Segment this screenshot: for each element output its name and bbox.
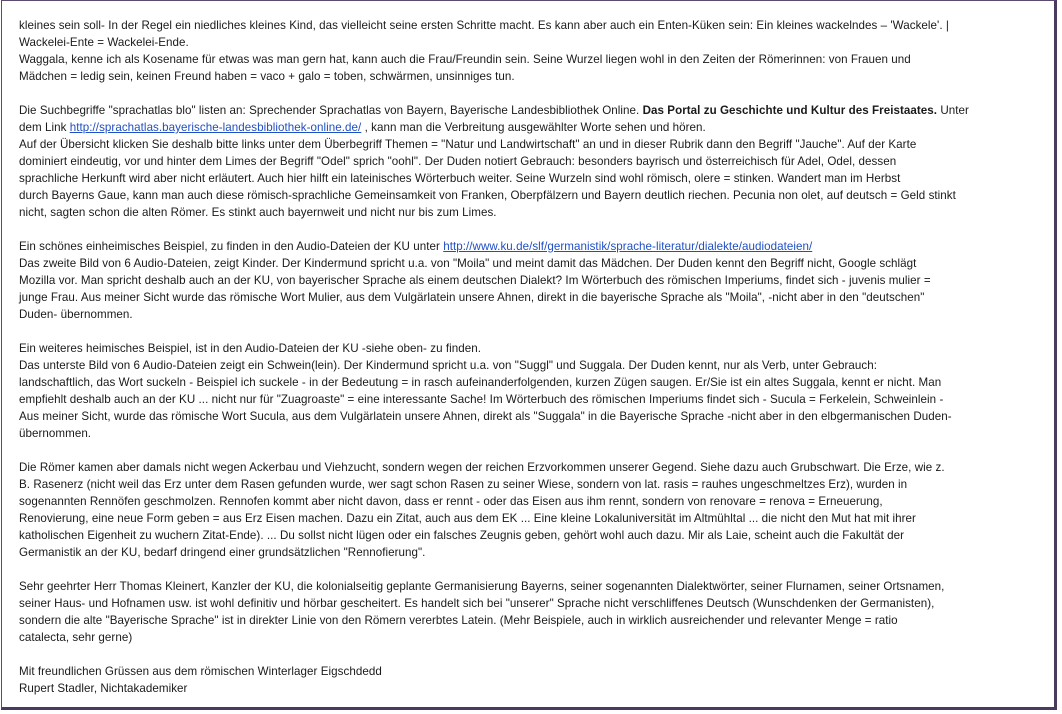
paragraph-roemer-erz [19,459,1049,561]
text-segment: Ein schönes einheimisches Beispiel, zu finden in den Audio-Dateien der KU unter [19,240,444,253]
text-line: Das unterste Bild von 6 Audio-Dateien zeigt ein Schwein(lein). Der Kindermund spricht u.a. von "Suggl" und Suggala. Der Duden kennt, nur als Verb, unter Gebrauch: [19,359,878,372]
text-line: empfiehlt deshalb auch an der KU ... nicht nur für "Zuagroaste" = eine interessante Sache! Im Wörterbuch des römischen Imperiums findet sich - Sucula = Ferkelein, Schweinlein - [19,393,944,406]
text-line [19,238,1049,255]
text-line: Duden- übernommen. [19,308,133,321]
text-line: Sehr geehrter Herr Thomas Kleinert, Kanzler der KU, die kolonialseitig geplante Germanisierung Bayerns, seiner sogenannten Dialektwörter, seiner Flurnamen, seiner Ortsnamen, [19,580,945,593]
paragraph-signature [19,663,1049,697]
text-line: Germanistik an der KU, bedarf dringend einer grundsätzlichen "Rennofierung". [19,546,426,559]
text-line: Aus meiner Sicht, wurde das römische Wort Sucula, aus dem Vulgärlatein unsere Ahnen, direkt als "Suggala" in die Bayerische Sprache -nicht aber in den elbgermanischen Duden- [19,410,952,423]
sprachatlas-link[interactable]: http://sprachatlas.bayerische-landesbibliothek-online.de/ [69,121,362,134]
text-segment: Die Suchbegriffe "sprachatlas blo" listen an: Sprechender Sprachatlas von Bayern, Bayerische Landesbibliothek Online. [19,104,643,117]
text-line: landschaftlich, das Wort suckeln - Beispiel ich suckele - in der Bedeutung = in rasch aufeinanderfolgenden, kurzen Zügen saugen. Er/Sie ist ein altes Suggala, kennt er nicht. Man [19,376,942,389]
text-line: kleines sein soll- In der Regel ein niedliches kleines Kind, das vielleicht seine ersten Schritte macht. Es kann aber auch ein Enten-Küken sein: Ein kleines wackelndes – 'Wackele'. | [19,19,949,32]
text-segment: dem Link [19,121,70,134]
text-line: katholischen Eigenheit zu wuchern Zitat-Ende). ... Du sollst nicht lügen oder ein falsches Zeugnis geben, gehört wohl auch dazu. Mir als Laie, scheint auch die Fakultät der [19,529,905,542]
text-line [19,119,1049,136]
signature-line: Rupert Stadler, Nichtakademiker [19,682,188,695]
text-line: nicht, sagten schon die alten Römer. Es stinkt auch bayernweit und nicht nur bis zum Limes. [19,206,497,219]
text-line: Mädchen = ledig sein, keinen Freund haben = vaco + galo = toben, schwärmen, unsinniges tun. [19,70,515,83]
text-line: junge Frau. Aus meiner Sicht wurde das römische Wort Mulier, aus dem Vulgärlatein unsere Ahnen, direkt in die bayerische Sprache als "Moila", -nicht aber in den "deutschen" [19,291,925,304]
audiodateien-link[interactable]: http://www.ku.de/slf/germanistik/sprache-literatur/dialekte/audiodateien/ [443,240,813,253]
text-line: Die Römer kamen aber damals nicht wegen Ackerbau und Viehzucht, sondern wegen der reichen Erzvorkommen unserer Gegend. Siehe dazu auch Grubschwart. Die Erze, wie z. [19,461,945,474]
document-frame [1,0,1057,710]
text-segment: , kann man die Verbreitung ausgewählter Worte sehen und hören. [361,121,706,134]
text-line: catalecta, sehr gerne) [19,631,133,644]
text-line [19,102,1049,119]
text-line: sprachliche Herkunft wird aber nicht erläutert. Auch hier hilft ein lateinisches Wörterbuch weiter. Seine Wurzeln sind wohl römisch, olere = stinken. Wandert man im Herbst [19,172,901,185]
closing-line: Mit freundlichen Grüssen aus dem römischen Winterlager Eigschdedd [19,665,382,678]
paragraph-wackele [19,17,1049,85]
text-line: Renovierung, eine neue Form geben = aus Erz Eisen machen. Dazu ein Zitat, auch aus dem EK ... Eine kleine Lokaluniversität im Altmühltal ... die nicht den Mut hat mit ihrer [19,512,916,525]
text-line: sogenannten Rennöfen geschmolzen. Rennofen kommt aber nicht davon, dass er rennt - oder das Eisen aus ihm rennt, sondern von renovare = renova = Erneuerung, [19,495,883,508]
text-line: Auf der Übersicht klicken Sie deshalb bitte links unter dem Überbegriff Themen = "Natur und Landwirtschaft" an und in dieser Rubrik dann den Begriff "Jauche". Auf der Karte [19,138,917,151]
text-line: übernommen. [19,427,92,440]
paragraph-moila [19,238,1049,323]
text-line: B. Rasenerz (nicht weil das Erz unter dem Rasen gefunden wurde, wer sagt schon Rasen zu seiner Wiese, sondern von lat. rasis = rauhes ungeschmeltzes Erz), wurden in [19,478,908,491]
text-line: Waggala, kenne ich als Kosename für etwas was man gern hat, kann auch die Frau/Freundin sein. Seine Wurzel liegen wohl in den Zeiten der Römerinnen: von Frauen und [19,53,911,66]
text-line: Ein weiteres heimisches Beispiel, ist in den Audio-Dateien der KU -siehe oben- zu finden. [19,342,482,355]
text-line: dominiert eindeutig, vor und hinter dem Limes der Begriff "Odel" sprich "oohl". Der Duden notiert Gebrauch: besonders bayrisch und österreichisch für Adel, Odel, dessen [19,155,897,168]
portal-title: Das Portal zu Geschichte und Kultur des Freistaates. [642,104,938,117]
paragraph-kanzler [19,578,1049,646]
text-line: Wackelei-Ente = Wackelei-Ende. [19,36,189,49]
text-line: seiner Haus- und Hofnamen usw. ist wohl definitiv und hörbar gescheitert. Es handelt sich bei "unserer" Sprache nicht verschliffenes Deutsch (Wunschdenken der Germanisten), [19,597,935,610]
text-line: Mozilla vor. Man spricht deshalb auch an der KU, von bayerischer Sprache als einem deutschen Dialekt? Im Wörterbuch des römischen Imperiums, findet sich - juvenis mulier = [19,274,931,287]
paragraph-sprachatlas [19,102,1049,221]
text-line: Das zweite Bild von 6 Audio-Dateien, zeigt Kinder. Der Kindermund spricht u.a. von "Moila" und meint damit das Mädchen. Der Duden kennt den Begriff nicht, Google schlägt [19,257,917,270]
paragraph-suggala [19,340,1049,442]
document-body [19,17,1049,714]
text-line: sondern die alte "Bayerische Sprache" ist in direkter Linie von den Römern vererbtes Latein. (Mehr Beispiele, auch in wirklich ausreichender und relevanter Menge = ratio [19,614,898,627]
text-segment: Unter [937,104,969,117]
text-line: durch Bayerns Gaue, kann man auch diese römisch-sprachliche Gemeinsamkeit von Franken, Oberpfälzern und Bayern deutlich riechen. Pecunia non olet, auf deutsch = Geld stinkt [19,189,956,202]
